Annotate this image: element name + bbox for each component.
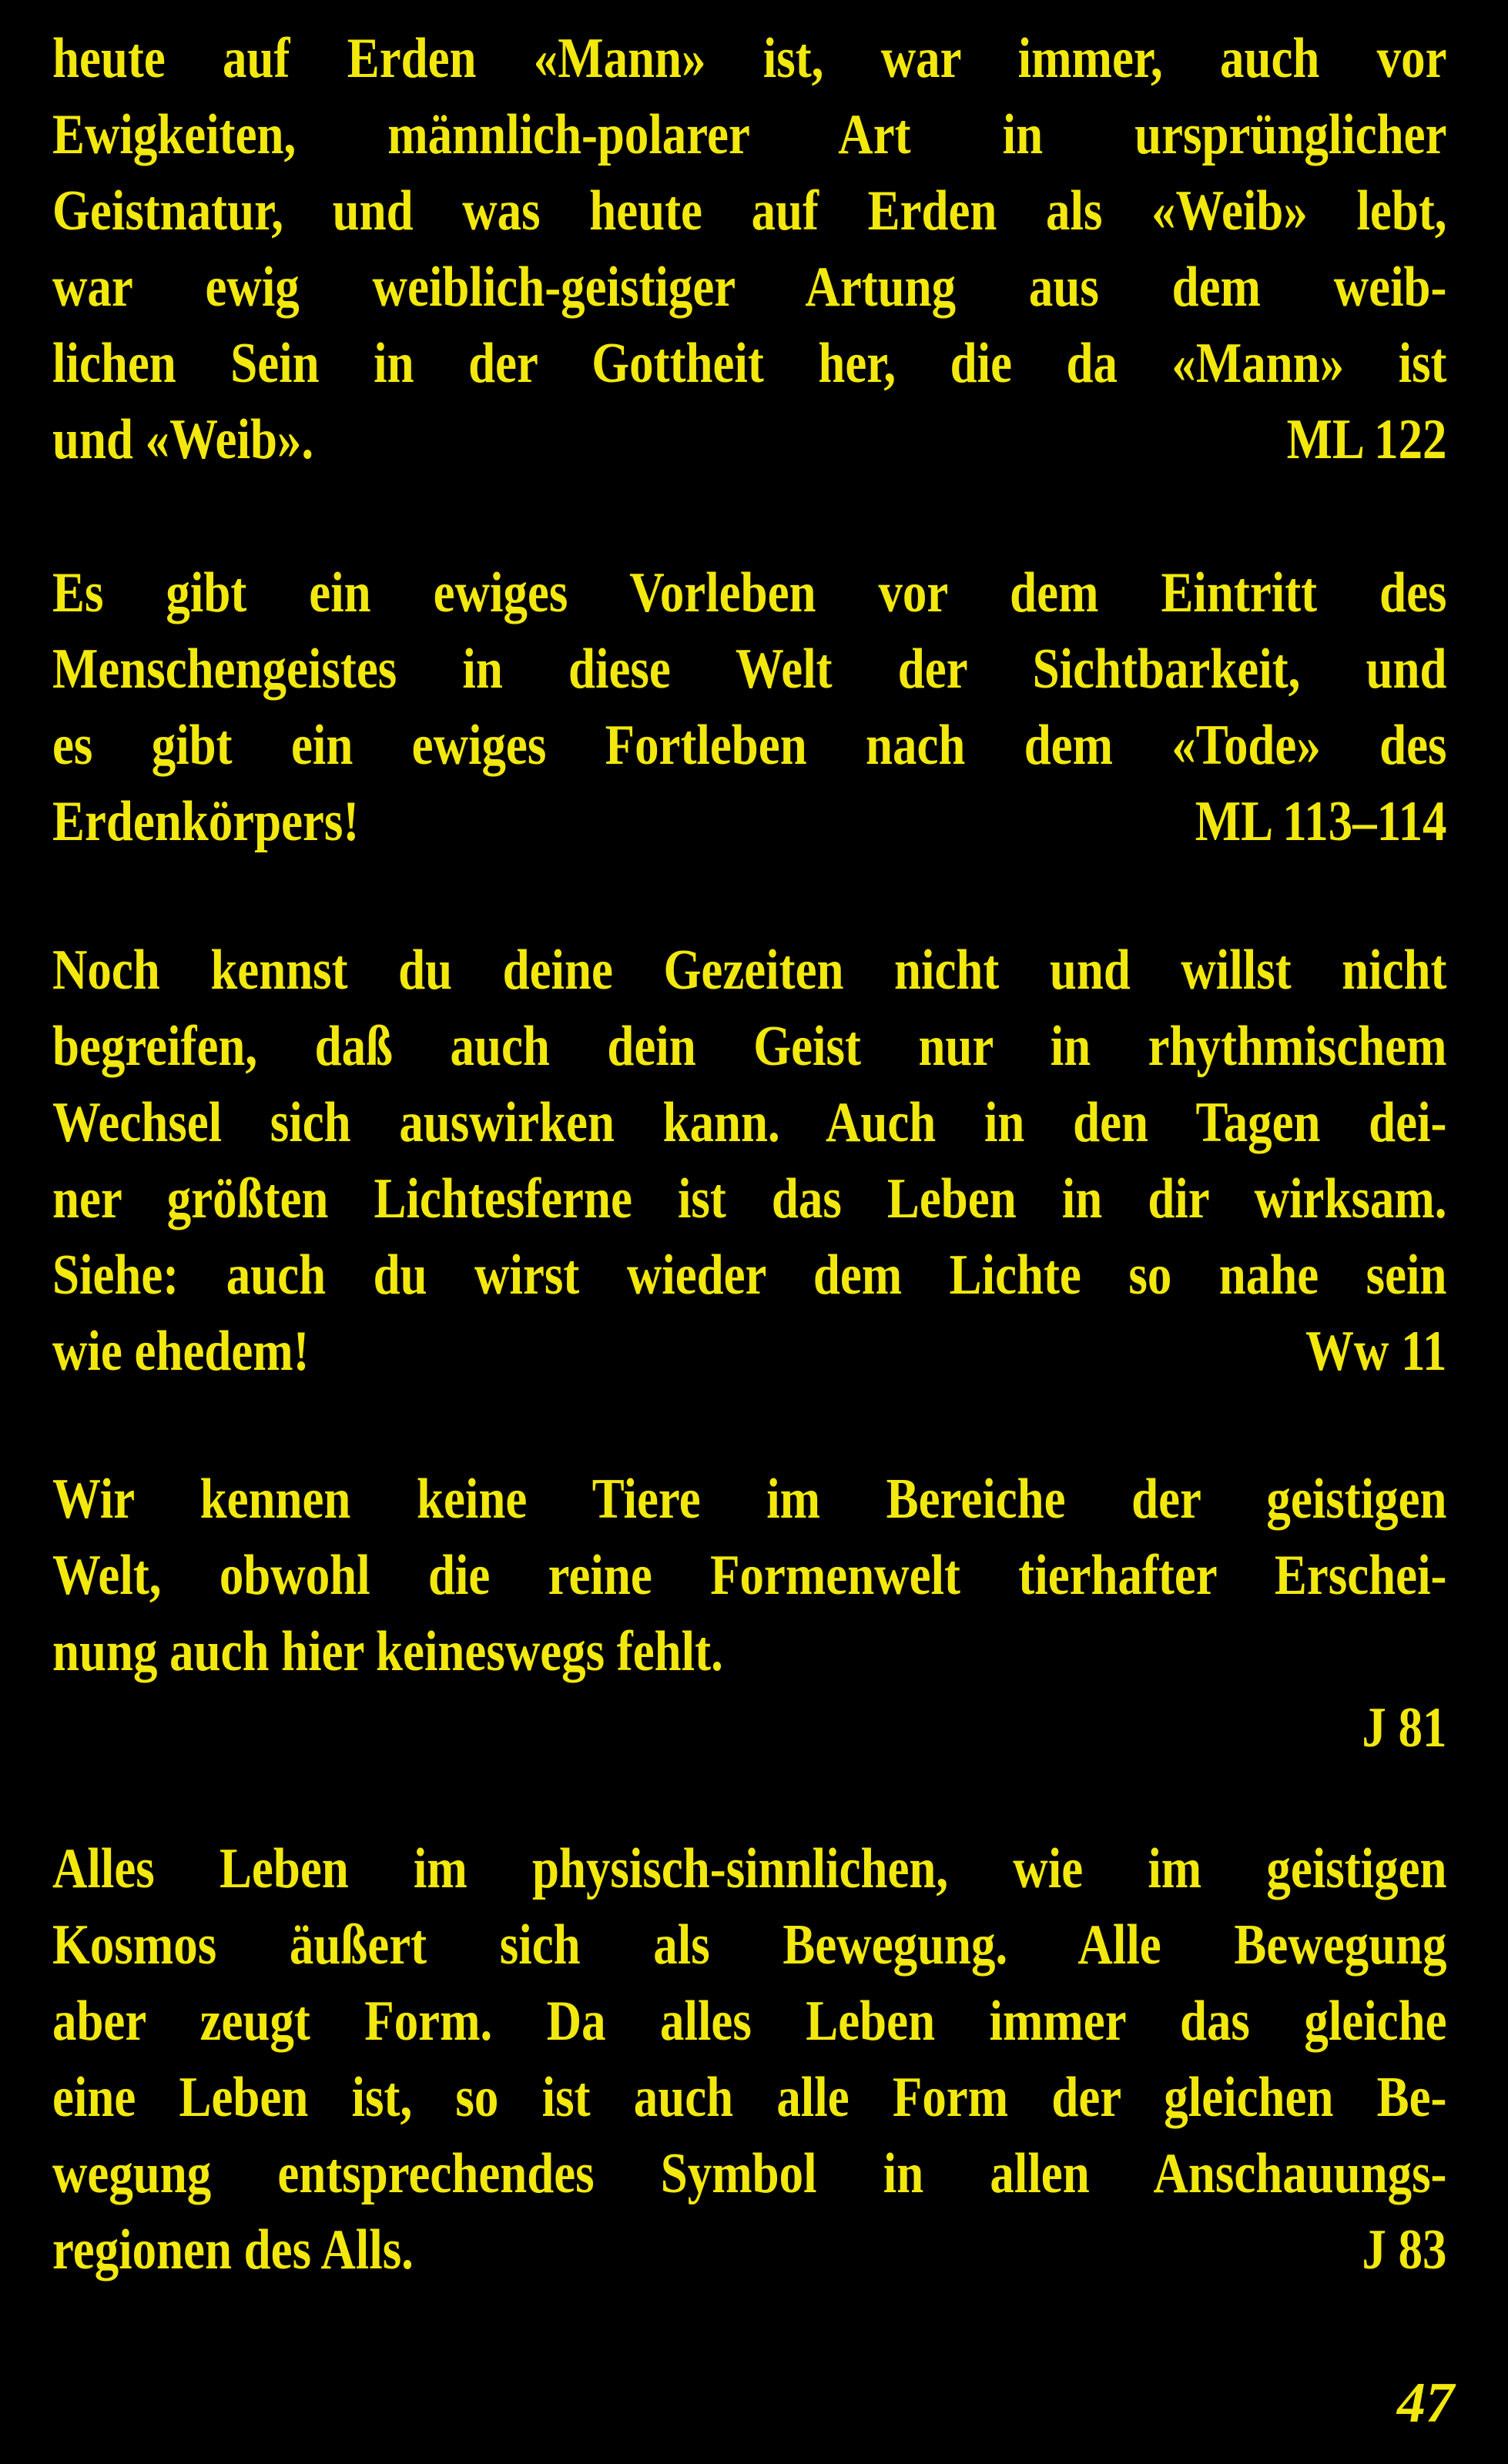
reference-label: Ww 11	[1305, 1320, 1447, 1383]
text-line: lichen Sein in der Gottheit her, die da «Mann» ist	[52, 332, 1447, 395]
paragraph-5	[52, 1831, 1447, 2288]
text-line	[52, 1690, 1447, 1766]
last-line-text: Erdenkörpers!	[52, 790, 360, 853]
text-line: heute auf Erden «Mann» ist, war immer, auch vor	[52, 27, 1447, 90]
page-number: 47	[1397, 2372, 1454, 2435]
text-line: aber zeugt Form. Da alles Leben immer das gleiche	[52, 1990, 1447, 2053]
last-line-text: und «Weib».	[52, 408, 314, 471]
text-line: wegung entsprechendes Symbol in allen Anschauungs-	[52, 2142, 1447, 2205]
text-line: Kosmos äußert sich als Bewegung. Alle Bewegung	[52, 1913, 1447, 1977]
text-line: ner größten Lichtesferne ist das Leben in dir wirksam.	[52, 1167, 1447, 1230]
reference-label: J 81	[1362, 1696, 1447, 1759]
text-line	[52, 402, 1447, 478]
text-line: Alles Leben im physisch-sinnlichen, wie im geistigen	[52, 1837, 1447, 1900]
text-line	[52, 1314, 1447, 1390]
reference-label: ML 122	[1286, 408, 1447, 471]
text-line: Es gibt ein ewiges Vorleben vor dem Eintritt des	[52, 561, 1447, 624]
text-line: Wir kennen keine Tiere im Bereiche der geistigen	[52, 1468, 1447, 1531]
paragraph-2	[52, 555, 1447, 860]
reference-label: J 83	[1362, 2218, 1447, 2282]
text-line: Wechsel sich auswirken kann. Auch in den Tagen dei-	[52, 1091, 1447, 1154]
text-line: Ewigkeiten, männlich-polarer Art in ursprünglicher	[52, 103, 1447, 166]
last-line-text: nung auch hier keineswegs fehlt.	[52, 1620, 723, 1683]
reference-label: ML 113–114	[1195, 790, 1447, 853]
paragraph-3	[52, 932, 1447, 1390]
text-line: eine Leben ist, so ist auch alle Form der gleichen Be-	[52, 2066, 1447, 2129]
text-line: Geistnatur, und was heute auf Erden als «Weib» lebt,	[52, 179, 1447, 243]
paragraph-4	[52, 1461, 1447, 1766]
text-line: es gibt ein ewiges Fortleben nach dem «Tode» des	[52, 714, 1447, 777]
text-line: Menschengeistes in diese Welt der Sichtbarkeit, und	[52, 638, 1447, 701]
text-line: Noch kennst du deine Gezeiten nicht und willst nicht	[52, 939, 1447, 1002]
paragraph-1	[52, 21, 1447, 478]
last-line-text: wie ehedem!	[52, 1320, 310, 1383]
text-line: Welt, obwohl die reine Formenwelt tierhafter Erschei-	[52, 1544, 1447, 1607]
last-line-text: regionen des Alls.	[52, 2218, 414, 2282]
text-line	[52, 784, 1447, 860]
text-line: Siehe: auch du wirst wieder dem Lichte so nahe sein	[52, 1244, 1447, 1307]
text-line	[52, 2212, 1447, 2288]
text-line: begreifen, daß auch dein Geist nur in rhythmischem	[52, 1015, 1447, 1078]
text-line: war ewig weiblich-geistiger Artung aus dem weib-	[52, 256, 1447, 319]
